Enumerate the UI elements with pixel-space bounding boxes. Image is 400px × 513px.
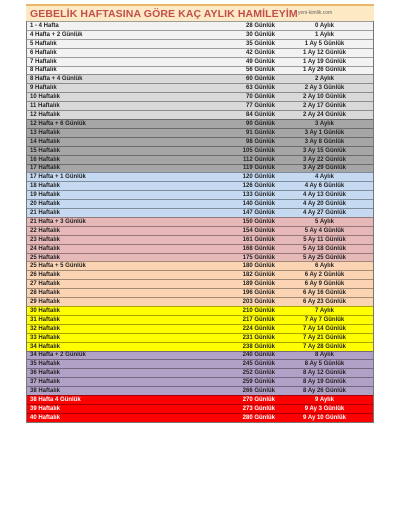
table-row — [27, 368, 373, 377]
month-cell: 4 Ay 20 Günlük — [303, 201, 346, 208]
days-cell: 60 Günlük — [245, 76, 275, 83]
table-row — [27, 324, 373, 333]
days-cell: 238 Günlük — [242, 343, 275, 350]
week-cell: 25 Hafta + 5 Günlük — [30, 263, 86, 270]
table-row — [27, 342, 373, 351]
days-cell: 150 Günlük — [242, 218, 275, 225]
month-cell: 1 Ay 12 Günlük — [303, 49, 346, 56]
month-cell: 8 Ay 5 Günlük — [304, 361, 345, 368]
days-cell: 245 Günlük — [242, 361, 275, 368]
days-cell: 35 Günlük — [245, 40, 275, 47]
month-cell: 7 Aylık — [315, 307, 334, 314]
week-cell: 38 Haftalık — [30, 388, 61, 395]
days-cell: 112 Günlük — [242, 156, 275, 163]
month-cell: 2 Ay 3 Günlük — [304, 85, 345, 92]
week-cell: 7 Haftalık — [30, 58, 57, 65]
week-cell: 12 Haftalık — [30, 112, 61, 119]
month-cell: 8 Ay 19 Günlük — [303, 379, 346, 386]
month-cell: 1 Aylık — [315, 31, 334, 38]
table-row — [27, 155, 373, 164]
days-cell: 28 Günlük — [245, 22, 275, 29]
page-title: GEBELİK HAFTASINA GÖRE KAÇ AYLIK HAMİLEYİM — [30, 7, 298, 20]
month-cell: 6 Aylık — [315, 263, 334, 270]
days-cell: 120 Günlük — [242, 174, 275, 181]
table-row — [27, 30, 373, 39]
table-row — [27, 413, 373, 422]
days-cell: 84 Günlük — [245, 112, 275, 119]
week-cell: 18 Haftalık — [30, 183, 61, 190]
table-row — [27, 244, 373, 253]
days-cell: 175 Günlük — [242, 254, 275, 261]
table-row — [27, 101, 373, 110]
days-cell: 168 Günlük — [242, 245, 275, 252]
month-cell: 5 Ay 11 Günlük — [303, 236, 346, 243]
days-cell: 90 Günlük — [245, 120, 275, 127]
month-cell: 5 Ay 25 Günlük — [303, 254, 346, 261]
week-cell: 16 Haftalık — [30, 156, 61, 163]
days-cell: 63 Günlük — [245, 85, 275, 92]
week-cell: 21 Haftalık — [30, 209, 61, 216]
month-cell: 9 Ay 10 Günlük — [303, 414, 346, 421]
days-cell: 273 Günlük — [242, 405, 275, 412]
week-cell: 14 Haftalık — [30, 138, 61, 145]
month-cell: 7 Ay 14 Günlük — [303, 325, 346, 332]
week-cell: 21 Hafta + 3 Günlük — [30, 218, 86, 225]
table-row — [27, 306, 373, 315]
week-cell: 24 Haftalık — [30, 245, 61, 252]
days-cell: 252 Günlük — [242, 370, 275, 377]
week-cell: 39 Haftalık — [30, 405, 61, 412]
days-cell: 49 Günlük — [245, 58, 275, 65]
table-row — [27, 315, 373, 324]
days-cell: 189 Günlük — [242, 281, 275, 288]
month-cell: 2 Aylık — [315, 76, 334, 83]
days-cell: 217 Günlük — [242, 316, 275, 323]
table-row — [27, 351, 373, 360]
week-cell: 8 Hafta + 4 Günlük — [30, 76, 83, 83]
site-watermark: yeni-kimlik.com — [298, 10, 333, 16]
table-row — [27, 288, 373, 297]
table-row — [27, 279, 373, 288]
table-row — [27, 253, 373, 262]
table-row — [27, 110, 373, 119]
month-cell: 4 Ay 27 Günlük — [303, 209, 346, 216]
week-cell: 22 Haftalık — [30, 227, 61, 234]
table-row — [27, 404, 373, 413]
week-cell: 27 Haftalık — [30, 281, 61, 288]
table-row — [27, 119, 373, 128]
table-row — [27, 21, 373, 30]
month-cell: 5 Aylık — [315, 218, 334, 225]
month-cell: 2 Ay 24 Günlük — [303, 112, 346, 119]
days-cell: 259 Günlük — [242, 379, 275, 386]
days-cell: 196 Günlük — [242, 290, 275, 297]
days-cell: 119 Günlük — [242, 165, 275, 172]
week-cell: 38 Hafta 4 Günlük — [30, 397, 81, 404]
days-cell: 240 Günlük — [242, 352, 275, 359]
month-cell: 4 Aylık — [315, 174, 334, 181]
days-cell: 154 Günlük — [242, 227, 275, 234]
week-cell: 6 Haftalık — [30, 49, 57, 56]
table-row — [27, 39, 373, 48]
month-cell: 6 Ay 2 Günlük — [304, 272, 345, 279]
days-cell: 224 Günlük — [242, 325, 275, 332]
table-row — [27, 359, 373, 368]
table-row — [27, 208, 373, 217]
table-row — [27, 74, 373, 83]
week-cell: 36 Haftalık — [30, 370, 61, 377]
week-cell: 17 Haftalık — [30, 165, 61, 172]
days-cell: 210 Günlük — [242, 307, 275, 314]
days-cell: 42 Günlük — [245, 49, 275, 56]
table-row — [27, 226, 373, 235]
month-cell: 3 Ay 1 Günlük — [304, 129, 345, 136]
days-cell: 133 Günlük — [242, 192, 275, 199]
month-cell: 3 Ay 29 Günlük — [303, 165, 346, 172]
week-cell: 17 Hafta + 1 Günlük — [30, 174, 86, 181]
days-cell: 180 Günlük — [242, 263, 275, 270]
days-cell: 266 Günlük — [242, 388, 275, 395]
month-cell: 1 Ay 26 Günlük — [303, 67, 346, 74]
month-cell: 9 Aylık — [315, 397, 334, 404]
week-cell: 26 Haftalık — [30, 272, 61, 279]
days-cell: 56 Günlük — [245, 67, 275, 74]
month-cell: 8 Aylık — [315, 352, 334, 359]
week-cell: 31 Haftalık — [30, 316, 61, 323]
month-cell: 6 Ay 16 Günlük — [303, 290, 346, 297]
table-row — [27, 333, 373, 342]
month-cell: 7 Ay 28 Günlük — [303, 343, 346, 350]
table-row — [27, 172, 373, 181]
week-cell: 10 Haftalık — [30, 94, 61, 101]
week-cell: 34 Hafta + 2 Günlük — [30, 352, 86, 359]
week-cell: 9 Haftalık — [30, 85, 57, 92]
table-row — [27, 270, 373, 279]
month-cell: 1 Ay 5 Günlük — [304, 40, 345, 47]
week-cell: 15 Haftalık — [30, 147, 61, 154]
week-cell: 11 Haftalık — [30, 103, 60, 110]
month-cell: 7 Ay 7 Günlük — [304, 316, 345, 323]
month-cell: 1 Ay 19 Günlük — [303, 58, 346, 65]
days-cell: 105 Günlük — [242, 147, 275, 154]
week-cell: 32 Haftalık — [30, 325, 61, 332]
days-cell: 77 Günlük — [245, 103, 275, 110]
month-cell: 7 Ay 21 Günlük — [303, 334, 346, 341]
month-cell: 2 Ay 10 Günlük — [303, 94, 346, 101]
month-cell: 9 Ay 3 Günlük — [304, 405, 345, 412]
days-cell: 203 Günlük — [242, 299, 275, 306]
month-cell: 5 Ay 18 Günlük — [303, 245, 346, 252]
table-row — [27, 83, 373, 92]
days-cell: 126 Günlük — [242, 183, 275, 190]
title-bar — [26, 4, 374, 21]
table-row — [27, 217, 373, 226]
days-cell: 91 Günlük — [245, 129, 275, 136]
table-row — [27, 297, 373, 306]
week-cell: 25 Haftalık — [30, 254, 61, 261]
days-cell: 70 Günlük — [245, 94, 275, 101]
pregnancy-week-table — [26, 4, 374, 423]
table-row — [27, 386, 373, 395]
month-cell: 6 Ay 23 Günlük — [303, 299, 346, 306]
month-cell: 3 Ay 8 Günlük — [304, 138, 345, 145]
table-row — [27, 92, 373, 101]
days-cell: 98 Günlük — [245, 138, 275, 145]
table-row — [27, 181, 373, 190]
week-cell: 1 - 4 Hafta — [30, 22, 59, 29]
week-cell: 20 Haftalık — [30, 201, 61, 208]
table-row — [27, 261, 373, 270]
table-body — [26, 21, 374, 423]
week-cell: 34 Haftalık — [30, 343, 61, 350]
table-row — [27, 235, 373, 244]
month-cell: 2 Ay 17 Günlük — [303, 103, 346, 110]
month-cell: 0 Aylık — [315, 22, 334, 29]
table-row — [27, 377, 373, 386]
days-cell: 280 Günlük — [242, 414, 275, 421]
week-cell: 30 Haftalık — [30, 307, 61, 314]
week-cell: 23 Haftalık — [30, 236, 61, 243]
month-cell: 3 Ay 15 Günlük — [303, 147, 346, 154]
month-cell: 5 Ay 4 Günlük — [304, 227, 345, 234]
week-cell: 4 Hafta + 2 Günlük — [30, 31, 83, 38]
week-cell: 5 Haftalık — [30, 40, 57, 47]
week-cell: 33 Haftalık — [30, 334, 61, 341]
month-cell: 3 Ay 22 Günlük — [303, 156, 346, 163]
week-cell: 29 Haftalık — [30, 299, 61, 306]
days-cell: 270 Günlük — [242, 397, 275, 404]
table-row — [27, 199, 373, 208]
month-cell: 8 Ay 12 Günlük — [303, 370, 346, 377]
table-row — [27, 137, 373, 146]
table-row — [27, 48, 373, 57]
table-row — [27, 57, 373, 66]
days-cell: 147 Günlük — [242, 209, 275, 216]
month-cell: 6 Ay 9 Günlük — [304, 281, 345, 288]
table-row — [27, 66, 373, 75]
table-row — [27, 128, 373, 137]
week-cell: 28 Haftalık — [30, 290, 61, 297]
month-cell: 3 Aylık — [315, 120, 334, 127]
month-cell: 4 Ay 6 Günlük — [304, 183, 345, 190]
month-cell: 4 Ay 13 Günlük — [303, 192, 346, 199]
table-row — [27, 190, 373, 199]
days-cell: 182 Günlük — [242, 272, 275, 279]
table-row — [27, 164, 373, 173]
week-cell: 8 Haftalık — [30, 67, 57, 74]
week-cell: 13 Haftalık — [30, 129, 61, 136]
week-cell: 19 Haftalık — [30, 192, 61, 199]
table-row — [27, 395, 373, 404]
days-cell: 231 Günlük — [242, 334, 275, 341]
week-cell: 12 Hafta + 6 Günlük — [30, 120, 86, 127]
days-cell: 161 Günlük — [242, 236, 275, 243]
table-row — [27, 146, 373, 155]
days-cell: 140 Günlük — [242, 201, 275, 208]
week-cell: 40 Haftalık — [30, 414, 61, 421]
month-cell: 8 Ay 26 Günlük — [303, 388, 346, 395]
days-cell: 30 Günlük — [245, 31, 275, 38]
week-cell: 37 Haftalık — [30, 379, 61, 386]
week-cell: 35 Haftalık — [30, 361, 61, 368]
